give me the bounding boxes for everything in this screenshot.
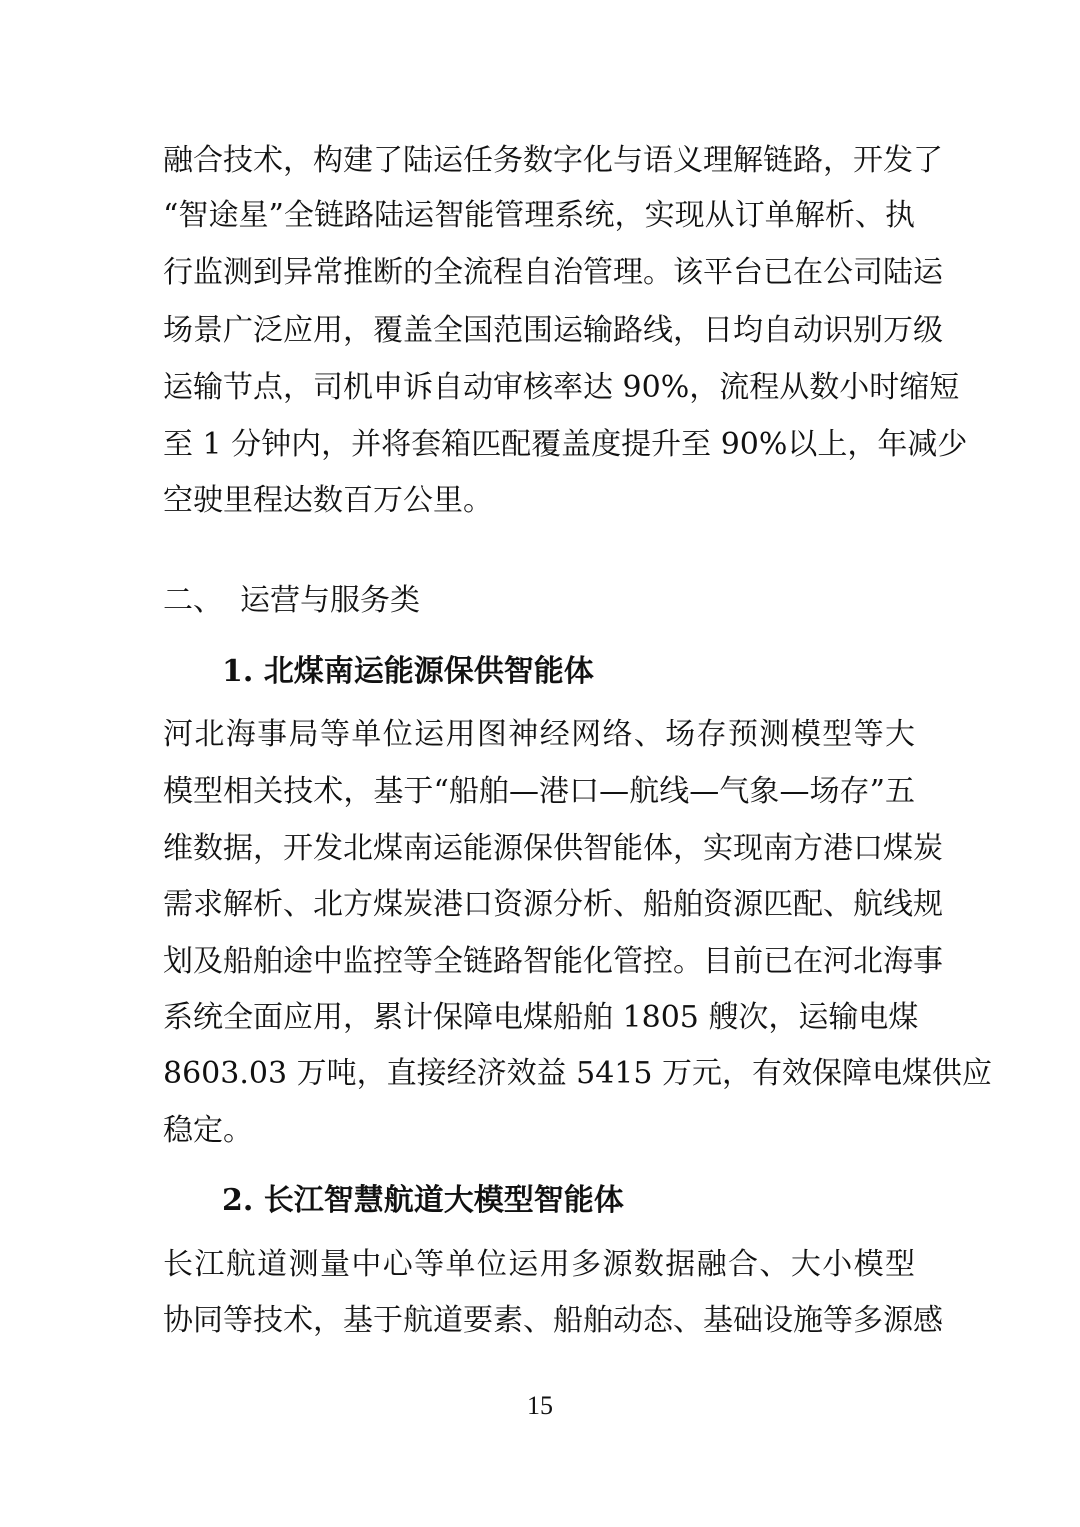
paragraph-line: 运输节点，司机申诉自动审核率达 90%，流程从数小时缩短 bbox=[163, 370, 960, 405]
paragraph-line: 河北海事局等单位运用图神经网络、场存预测模型等大 bbox=[163, 717, 915, 752]
section-number: 二、 bbox=[163, 583, 223, 618]
paragraph-line: 系统全面应用，累计保障电煤船舶 1805 艘次，运输电煤 bbox=[163, 1000, 919, 1035]
paragraph-line: “智途星”全链路陆运智能管理系统，实现从订单解析、执 bbox=[163, 198, 915, 233]
paragraph-line: 模型相关技术，基于“船舶—港口—航线—气象—场存”五 bbox=[163, 774, 915, 809]
item-heading: 1. 北煤南运能源保供智能体 bbox=[222, 654, 594, 689]
section-title: 运营与服务类 bbox=[240, 583, 420, 618]
paragraph-line: 8603.03 万吨，直接经济效益 5415 万元，有效保障电煤供应 bbox=[163, 1056, 993, 1091]
paragraph-line: 长江航道测量中心等单位运用多源数据融合、大小模型 bbox=[163, 1247, 915, 1282]
paragraph-line: 场景广泛应用，覆盖全国范围运输路线，日均自动识别万级 bbox=[163, 313, 943, 348]
section-heading bbox=[163, 581, 420, 621]
paragraph-line: 空驶里程达数百万公里。 bbox=[163, 483, 493, 518]
paragraph-line: 稳定。 bbox=[163, 1113, 253, 1148]
paragraph-line: 需求解析、北方煤炭港口资源分析、船舶资源匹配、航线规 bbox=[163, 887, 943, 922]
paragraph-line: 融合技术，构建了陆运任务数字化与语义理解链路，开发了 bbox=[163, 143, 943, 178]
paragraph-line: 协同等技术，基于航道要素、船舶动态、基础设施等多源感 bbox=[163, 1303, 943, 1338]
paragraph-line: 划及船舶途中监控等全链路智能化管控。目前已在河北海事 bbox=[163, 944, 943, 979]
paragraph-line: 至 1 分钟内，并将套箱匹配覆盖度提升至 90%以上，年减少 bbox=[163, 427, 968, 462]
paragraph-line: 行监测到异常推断的全流程自治管理。该平台已在公司陆运 bbox=[163, 255, 943, 290]
page-number: 15 bbox=[527, 1391, 553, 1420]
item-heading: 2. 长江智慧航道大模型智能体 bbox=[222, 1183, 624, 1218]
paragraph-line: 维数据，开发北煤南运能源保供智能体，实现南方港口煤炭 bbox=[163, 831, 943, 866]
